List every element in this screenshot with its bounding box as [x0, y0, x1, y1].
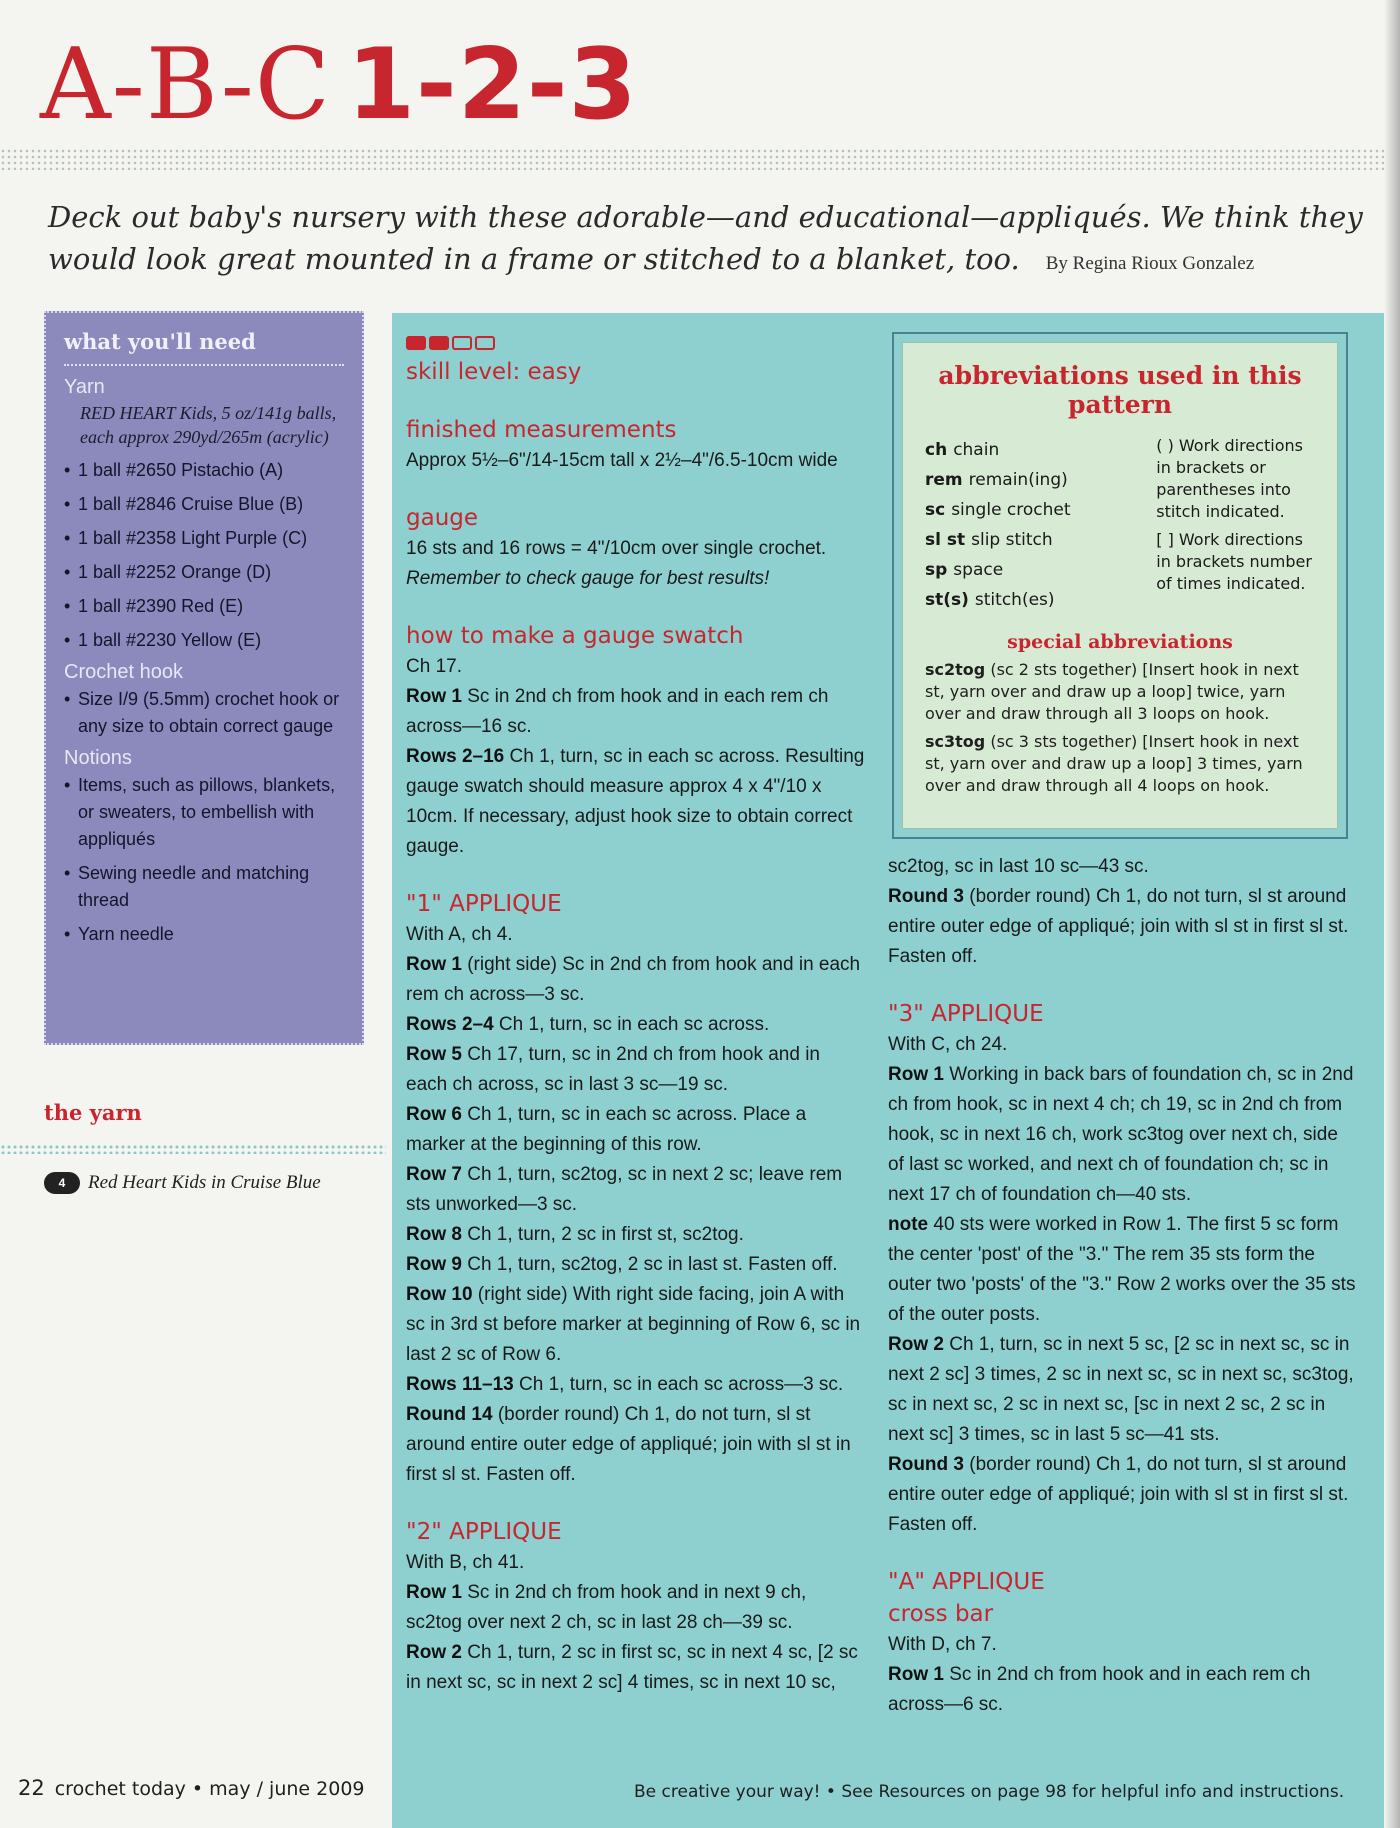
hook-section-label: Crochet hook [64, 661, 183, 683]
applique-1-row: Round 14 (border round) Ch 1, do not turn, sl st around entire outer edge of appliqué; join with sl st in first sl st. Fasten off. [406, 1404, 851, 1485]
page-gutter-shadow [1384, 0, 1400, 1828]
pattern-column-left [406, 332, 866, 1698]
notions-section-label: Notions [64, 747, 132, 769]
applique-1-row: Rows 2–4 Ch 1, turn, sc in each sc across. [406, 1014, 770, 1035]
the-yarn-text: Red Heart Kids in Cruise Blue [88, 1172, 321, 1193]
measurements-heading: finished measurements [406, 417, 677, 443]
page-title [40, 30, 638, 140]
applique-1-row: Row 6 Ch 1, turn, sc in each sc across. Place a marker at the beginning of this row. [406, 1104, 807, 1155]
list-item: • Sewing needle and matching thread [64, 860, 344, 914]
applique-a-subheading: cross bar [888, 1601, 994, 1627]
swatch-row-1: Row 1 Sc in 2nd ch from hook and in each rem ch across—16 sc. [406, 686, 829, 737]
swatch-row-2: Rows 2–16 Ch 1, turn, sc in each sc across. Resulting gauge swatch should measure approx 4 x 4"/10 x 10cm. If necessary, adjust hook size to obtain correct gauge. [406, 746, 865, 857]
applique-1-row: Row 5 Ch 17, turn, sc in 2nd ch from hook and in each ch across, sc in last 3 sc—19 sc. [406, 1044, 820, 1095]
gauge-note: Remember to check gauge for best results! [406, 568, 770, 589]
abbreviations-list [925, 435, 1156, 615]
note-parentheses: ( ) Work directions in brackets or parentheses into stitch indicated. [1156, 436, 1303, 521]
applique-1-row: Row 8 Ch 1, turn, 2 sc in first st, sc2tog. [406, 1224, 744, 1245]
applique-1-row: Rows 11–13 Ch 1, turn, sc in each sc across—3 sc. [406, 1374, 844, 1395]
abbreviation-item: sc single crochet [925, 500, 1071, 520]
applique-3-row: Round 3 (border round) Ch 1, do not turn, sl st around entire outer edge of appliqué; join with sl st in first sl st. Fasten off. [888, 1454, 1349, 1535]
applique-1-row: Row 9 Ch 1, turn, sc2tog, 2 sc in last st. Fasten off. [406, 1254, 838, 1275]
magazine-issue: crochet today • may / june 2009 [54, 1778, 365, 1800]
folio [18, 1776, 365, 1800]
yarn-section-label: Yarn [64, 376, 105, 398]
needs-title: what you'll need [64, 329, 344, 366]
applique-3-row: Row 1 Working in back bars of foundation ch, sc in 2nd ch from hook, sc in next 4 ch; ch 19, sc in 2nd ch from hook, sc in next 16 ch, work sc3tog over next ch, side of last sc worked, and next ch of foundation ch; sc in next 17 ch of foundation ch—40 sts. [888, 1064, 1354, 1205]
footer-tagline: Be creative your way! • See Resources on page 98 for helpful info and instructions. [634, 1782, 1345, 1802]
special-abbreviation-item: sc2tog (sc 2 sts together) [Insert hook in next st, yarn over and draw up a loop] twice, yarn over and draw through all 3 loops on hook. [925, 660, 1299, 723]
applique-1-row: Row 7 Ch 1, turn, sc2tog, sc in next 2 sc; leave rem sts unworked—3 sc. [406, 1164, 843, 1215]
byline: By Regina Rioux Gonzalez [1045, 253, 1255, 274]
abbreviations-notes [1156, 435, 1315, 615]
abbreviations-box [892, 332, 1348, 839]
list-item: • 1 ball #2358 Light Purple (C) [64, 525, 344, 552]
applique-2-row: Row 2 Ch 1, turn, 2 sc in first sc, sc in next 4 sc, [2 sc in next sc, sc in next 2 sc] 4 times, sc in next 10 sc, [406, 1642, 858, 1693]
skill-level-block [475, 336, 495, 350]
yarn-list [64, 457, 344, 654]
applique-2-heading: "2" APPLIQUE [406, 1519, 562, 1545]
applique-3-heading: "3" APPLIQUE [888, 1001, 1044, 1027]
abbreviation-item: ch chain [925, 440, 1000, 460]
what-youll-need-box [44, 311, 364, 1045]
swatch-chain: Ch 17. [406, 656, 462, 677]
header-divider [0, 148, 1384, 170]
applique-a-row: Row 1 Sc in 2nd ch from hook and in each rem ch across—6 sc. [888, 1664, 1311, 1715]
page-number: 22 [18, 1776, 45, 1800]
applique-a-heading: "A" APPLIQUE [888, 1569, 1045, 1595]
applique-2-start: With B, ch 41. [406, 1552, 525, 1573]
applique-3-row: note 40 sts were worked in Row 1. The first 5 sc form the center 'post' of the "3." The rem 35 sts form the outer two 'posts' of the "3." Row 2 works over the 35 sts of the outer posts. [888, 1214, 1356, 1325]
title-letters: A-B-C [40, 28, 331, 142]
list-item: • 1 ball #2650 Pistachio (A) [64, 457, 344, 484]
note-brackets: [ ] Work directions in brackets number of times indicated. [1156, 530, 1312, 593]
abbreviation-item: rem remain(ing) [925, 470, 1068, 490]
skill-level-block [429, 336, 449, 350]
special-abbreviations-title: special abbreviations [1007, 631, 1233, 653]
applique-3-row: Row 2 Ch 1, turn, sc in next 5 sc, [2 sc in next sc, sc in next 2 sc] 3 times, 2 sc in next sc, sc in next sc, sc3tog, sc in next sc, 2 sc in next sc, [sc in next 2 sc, 2 sc in next sc] 3 times, sc in last 5 sc—41 sts. [888, 1334, 1354, 1445]
hook-list [64, 686, 344, 740]
list-item: • Items, such as pillows, blankets, or sweaters, to embellish with appliqués [64, 772, 344, 853]
pattern-column-right [888, 852, 1358, 1720]
the-yarn-heading: the yarn [44, 1100, 142, 1125]
intro-paragraph [48, 196, 1388, 285]
list-item: • 1 ball #2390 Red (E) [64, 593, 344, 620]
abbreviation-item: st(s) stitch(es) [925, 590, 1055, 610]
abbreviation-item: sp space [925, 560, 1004, 580]
skill-level-icon [406, 336, 866, 352]
list-item: • 1 ball #2230 Yellow (E) [64, 627, 344, 654]
applique-a-start: With D, ch 7. [888, 1634, 997, 1655]
skill-level-heading: skill level: easy [406, 359, 582, 385]
skill-level-block [406, 336, 426, 350]
applique-1-row: Row 10 (right side) With right side facing, join A with sc in 3rd st before marker at beginning of Row 6, sc in last 2 sc of Row 6. [406, 1284, 861, 1365]
applique-1-row: Row 1 (right side) Sc in 2nd ch from hook and in each rem ch across—3 sc. [406, 954, 861, 1005]
gauge-text: 16 sts and 16 rows = 4"/10cm over single crochet. [406, 538, 827, 559]
swatch-heading: how to make a gauge swatch [406, 623, 744, 649]
title-numbers: 1-2-3 [346, 28, 638, 142]
applique-1-start: With A, ch 4. [406, 924, 513, 945]
intro-text: Deck out baby's nursery with these adorable—and educational—appliqués. We think they would look great mounted in a frame or stitched to a blanket, too. [48, 200, 1363, 276]
list-item: • Size I/9 (5.5mm) crochet hook or any size to obtain correct gauge [64, 686, 344, 740]
list-item: • Yarn needle [64, 921, 344, 948]
special-abbreviations [925, 659, 1315, 797]
yarn-description: RED HEART Kids, 5 oz/141g balls, each approx 290yd/265m (acrylic) [80, 403, 337, 447]
applique-3-start: With C, ch 24. [888, 1034, 1008, 1055]
the-yarn-divider [0, 1144, 386, 1154]
applique-2-continued: sc2tog, sc in last 10 sc—43 sc. [888, 856, 1149, 877]
yarn-weight-icon: 4 [44, 1172, 80, 1194]
skill-level-block [452, 336, 472, 350]
abbreviations-title: abbreviations used in this pattern [938, 361, 1302, 419]
applique-1-heading: "1" APPLIQUE [406, 891, 562, 917]
the-yarn-note [44, 1172, 321, 1194]
abbreviations-grid [925, 435, 1315, 615]
applique-2-row: Row 1 Sc in 2nd ch from hook and in next 9 ch, sc2tog over next 2 ch, sc in last 28 ch—39 sc. [406, 1582, 807, 1633]
measurements-text: Approx 5½–6"/14-15cm tall x 2½–4"/6.5-10cm wide [406, 450, 838, 471]
list-item: • 1 ball #2252 Orange (D) [64, 559, 344, 586]
gauge-heading: gauge [406, 505, 479, 531]
notions-list [64, 772, 344, 948]
abbreviations-inner [902, 342, 1338, 829]
special-abbreviation-item: sc3tog (sc 3 sts together) [Insert hook in next st, yarn over and draw up a loop] 3 times, yarn over and draw through all 4 loops on hook. [925, 732, 1303, 795]
abbreviation-item: sl st slip stitch [925, 530, 1053, 550]
applique-2-row: Round 3 (border round) Ch 1, do not turn, sl st around entire outer edge of appliqué; join with sl st in first sl st. Fasten off. [888, 886, 1349, 967]
list-item: • 1 ball #2846 Cruise Blue (B) [64, 491, 344, 518]
